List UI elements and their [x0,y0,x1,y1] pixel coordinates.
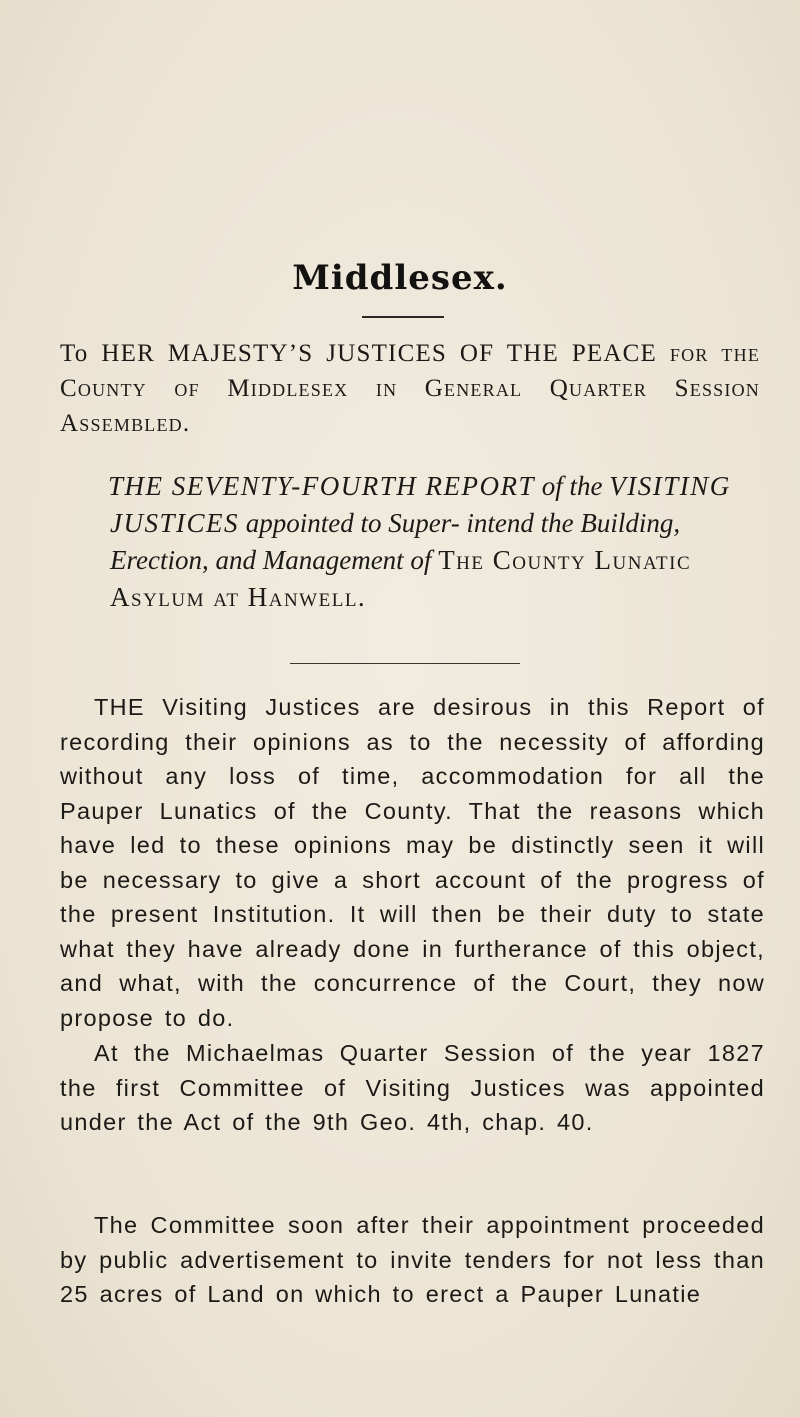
report-title [110,468,760,616]
report-title-ordinal: THE SEVENTY-FOURTH REPORT [108,471,535,501]
address-line-3: Session Assembled. [60,375,760,437]
address-line-2: for the County of Middlesex in General Quarter [60,340,761,402]
report-title-asylum: The County Lunatic Asylum at Hanwell. [110,545,692,612]
body-paragraph-2: At the Michaelmas Quarter Session of the year 1827 the first Committee of Visiting Justices was appointed under the Act of the 9th Geo. 4th, chap. 40. [60,1040,765,1135]
county-heading: Middlesex. [292,258,508,298]
body-paragraph-1: THE Visiting Justices are desirous in this Report of recording their opinions as to the necessity of affording without any loss of time, accommodation for all the Pauper Lunatics of the County. That the reasons which have led to these opinions may be distinctly seen it will be necessary to give a short account of the progress of the present Institution. It will then be their duty to state what they have already done in furtherance of this object, and what, with the concurrence of the Court, they now propose to do. [60,694,765,1031]
report-title-of: of the [535,471,610,501]
report-title-justices: VISITING JUSTICES [110,471,731,538]
body-paragraph-3: The Committee soon after their appointment proceeded by public advertisement to invite tenders for not less than 25 acres of Land on which to erect a Pauper Lunatie [60,1212,765,1307]
address-line-1: HER MAJESTY’S JUSTICES OF THE PEACE [101,340,657,367]
section-divider [290,663,520,664]
report-title-purpose: appointed to Super- intend the Building, Erection, and Management of [110,508,681,575]
address-to: To [60,340,89,367]
address-block [60,336,760,441]
heading-divider [362,316,444,318]
